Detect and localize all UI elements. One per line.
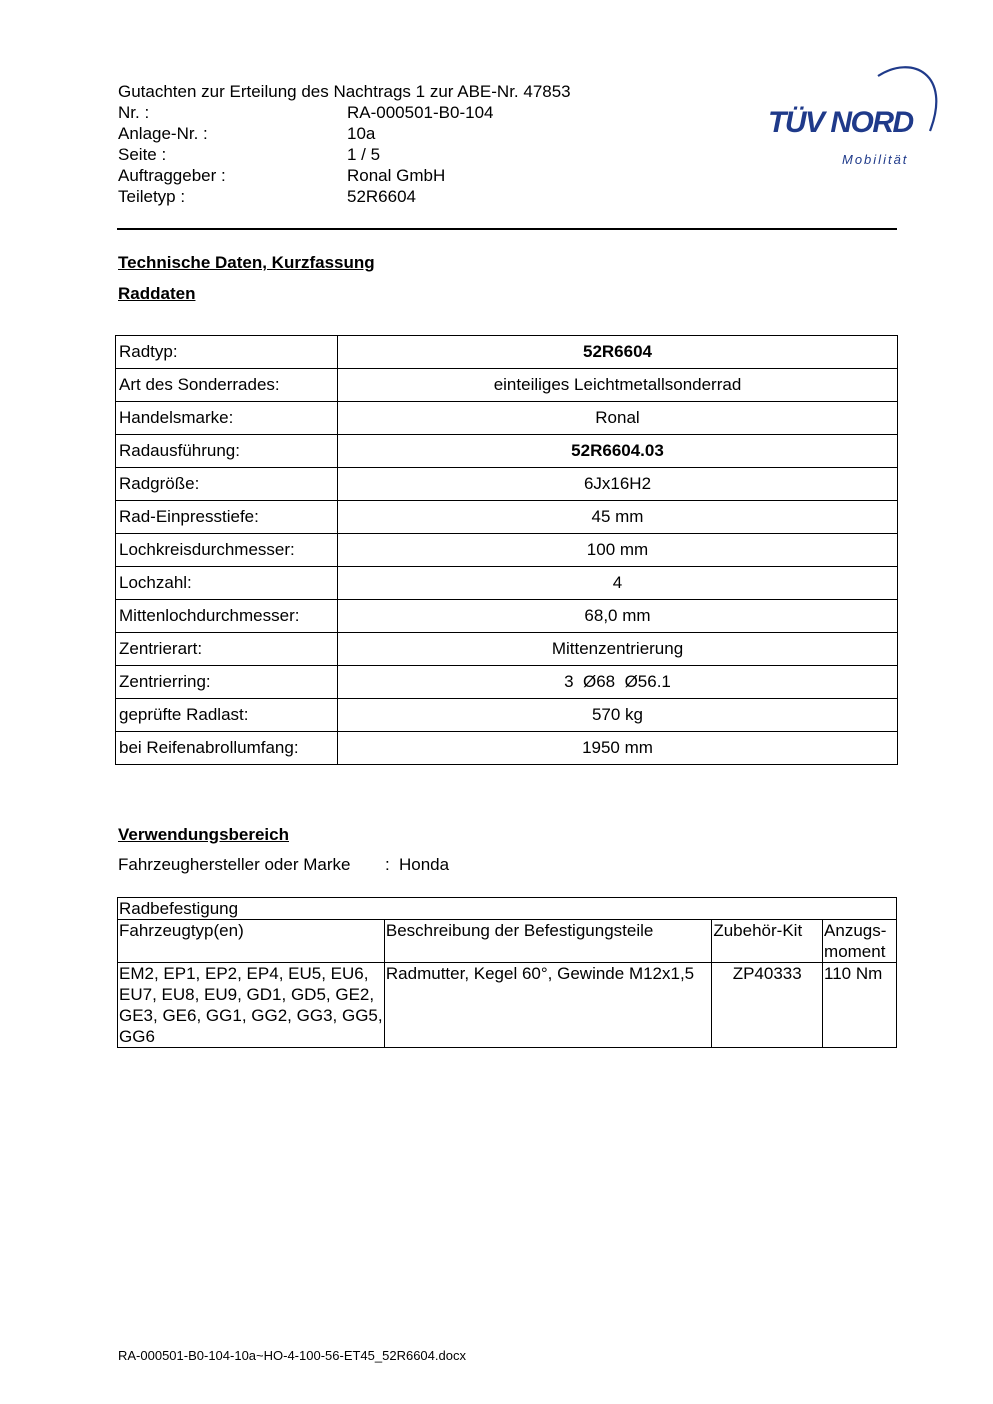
verwendung-value: Honda — [399, 855, 450, 874]
befestigung-table — [117, 897, 897, 1048]
column-header: Fahrzeugtyp(en) — [118, 920, 385, 963]
table-value: 68,0 mm — [338, 600, 898, 633]
table-row — [116, 666, 898, 699]
table-value: 52R6604 — [338, 336, 898, 369]
header-row-nr — [118, 102, 493, 123]
column-header: Beschreibung der Befestigungsteile — [384, 920, 711, 963]
table-key: Zentrierring: — [116, 666, 338, 699]
table-key: Rad-Einpresstiefe: — [116, 501, 338, 534]
raddaten-table — [115, 335, 898, 765]
header-row-seite — [118, 144, 493, 165]
header-value: 1 / 5 — [347, 145, 381, 164]
footer-filename: RA-000501-B0-104-10a~HO-4-100-56-ET45_52R6604.docx — [118, 1348, 466, 1363]
header-value: RA-000501-B0-104 — [347, 103, 494, 122]
table-value: 52R6604.03 — [338, 435, 898, 468]
header-key: Teiletyp : — [118, 187, 186, 206]
table-header-row — [118, 920, 897, 963]
table-row — [116, 633, 898, 666]
header-value: 52R6604 — [347, 187, 417, 206]
header-value: 10a — [347, 124, 376, 143]
table-row — [116, 600, 898, 633]
header-key: Anlage-Nr. : — [118, 124, 208, 143]
kit-cell: ZP40333 — [712, 963, 823, 1048]
table-key: Handelsmarke: — [116, 402, 338, 435]
table-row — [116, 369, 898, 402]
verwendung-label: Fahrzeughersteller oder Marke — [118, 855, 351, 874]
section-heading: Technische Daten, Kurzfassung — [118, 253, 375, 272]
table-value: 6Jx16H2 — [338, 468, 898, 501]
table-row — [118, 963, 897, 1048]
table-row — [116, 435, 898, 468]
header-divider — [117, 228, 897, 230]
table-value: 570 kg — [338, 699, 898, 732]
table-row — [116, 468, 898, 501]
logo-subtext: Mobilität — [842, 152, 909, 167]
header-key: Seite : — [118, 145, 167, 164]
table-key: Zentrierart: — [116, 633, 338, 666]
table-row — [116, 534, 898, 567]
moment-cell: 110 Nm — [823, 963, 897, 1048]
table-value: Ronal — [338, 402, 898, 435]
verwendung-separator: : — [385, 855, 390, 874]
section-subheading: Raddaten — [118, 284, 196, 303]
logo-text: TÜV NORD — [768, 106, 913, 139]
table-value: einteiliges Leichtmetallsonderrad — [338, 369, 898, 402]
table-row — [118, 898, 897, 920]
fahrzeugtypen-cell: EM2, EP1, EP2, EP4, EU5, EU6, EU7, EU8, EU9, GD1, GD5, GE2, GE3, GE6, GG1, GG2, GG3, GG5, GG6 — [119, 964, 383, 1046]
table-value: 3 Ø68 Ø56.1 — [338, 666, 898, 699]
table-value: 45 mm — [338, 501, 898, 534]
table-row — [116, 699, 898, 732]
table-key: bei Reifenabrollumfang: — [116, 732, 338, 765]
header-info — [118, 102, 493, 207]
table-row — [116, 732, 898, 765]
beschreibung-cell: Radmutter, Kegel 60°, Gewinde M12x1,5 — [384, 963, 711, 1048]
header-row-teiletyp — [118, 186, 493, 207]
verwendung-heading: Verwendungsbereich — [118, 825, 289, 844]
header-key: Nr. : — [118, 103, 150, 122]
header-row-auftraggeber — [118, 165, 493, 186]
befestigung-title: Radbefestigung — [118, 898, 897, 920]
table-key: Radgröße: — [116, 468, 338, 501]
header-value: Ronal GmbH — [347, 166, 446, 185]
header-key: Auftraggeber : — [118, 166, 226, 185]
table-row — [116, 336, 898, 369]
table-value: 100 mm — [338, 534, 898, 567]
column-header: Zubehör-Kit — [712, 920, 823, 963]
table-value: 4 — [338, 567, 898, 600]
table-key: Mittenlochdurchmesser: — [116, 600, 338, 633]
table-row — [116, 501, 898, 534]
table-key: Radtyp: — [116, 336, 338, 369]
table-key: Lochkreisdurchmesser: — [116, 534, 338, 567]
table-value: 1950 mm — [338, 732, 898, 765]
header-row-anlage — [118, 123, 493, 144]
table-key: geprüfte Radlast: — [116, 699, 338, 732]
table-key: Art des Sonderrades: — [116, 369, 338, 402]
table-key: Lochzahl: — [116, 567, 338, 600]
table-value: Mittenzentrierung — [338, 633, 898, 666]
document-title: Gutachten zur Erteilung des Nachtrags 1 zur ABE-Nr. 47853 — [118, 82, 571, 101]
table-row — [116, 567, 898, 600]
verwendung-line — [118, 854, 449, 875]
table-key: Radausführung: — [116, 435, 338, 468]
column-header: Anzugs-moment — [823, 920, 897, 963]
table-row — [116, 402, 898, 435]
